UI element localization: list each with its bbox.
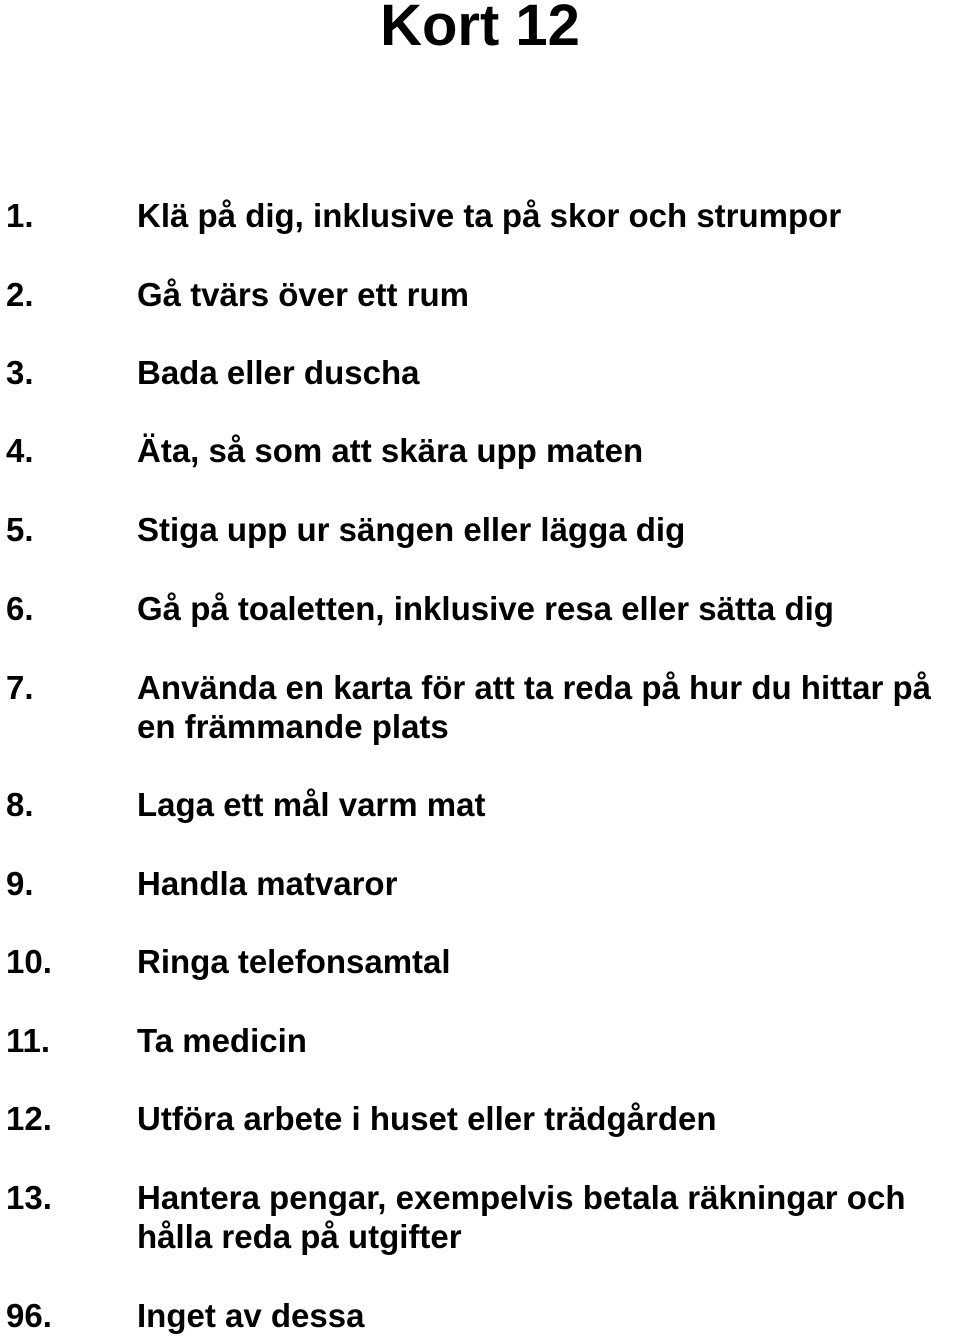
item-number: 13. [6,1179,52,1216]
item-number: 7. [6,669,34,706]
item-text: Gå tvärs över ett rum [137,276,469,313]
item-text: Inget av dessa [137,1297,365,1334]
item-text: Ta medicin [137,1022,307,1059]
item-number: 11. [6,1022,51,1059]
item-text: Bada eller duscha [137,354,420,391]
item-text: Gå på toaletten, inklusive resa eller sätta dig [137,590,834,627]
item-text: Ringa telefonsamtal [137,943,451,980]
item-number: 12. [6,1100,52,1137]
item-text: Utföra arbete i huset eller trädgården [137,1100,717,1137]
item-number: 6. [6,590,34,627]
item-text: Äta, så som att skära upp maten [137,432,644,469]
item-text: Klä på dig, inklusive ta på skor och strumpor [137,197,842,234]
item-number: 9. [6,865,34,902]
item-number: 96. [6,1297,52,1334]
item-number: 10. [6,943,52,980]
item-text: Stiga upp ur sängen eller lägga dig [137,511,686,548]
item-number: 3. [6,354,34,391]
page-title: Kort 12 [380,0,580,58]
item-text: Använda en karta för att ta reda på hur du hittar på en främmande plats [137,669,931,745]
item-number: 1. [6,197,34,234]
item-text: Laga ett mål varm mat [137,786,486,823]
item-text: Handla matvaror [137,865,398,902]
item-number: 4. [6,432,34,469]
item-number: 8. [6,786,34,823]
item-text: Hantera pengar, exempelvis betala räkningar och hålla reda på utgifter [137,1179,906,1255]
item-number: 2. [6,276,34,313]
item-number: 5. [6,511,34,548]
